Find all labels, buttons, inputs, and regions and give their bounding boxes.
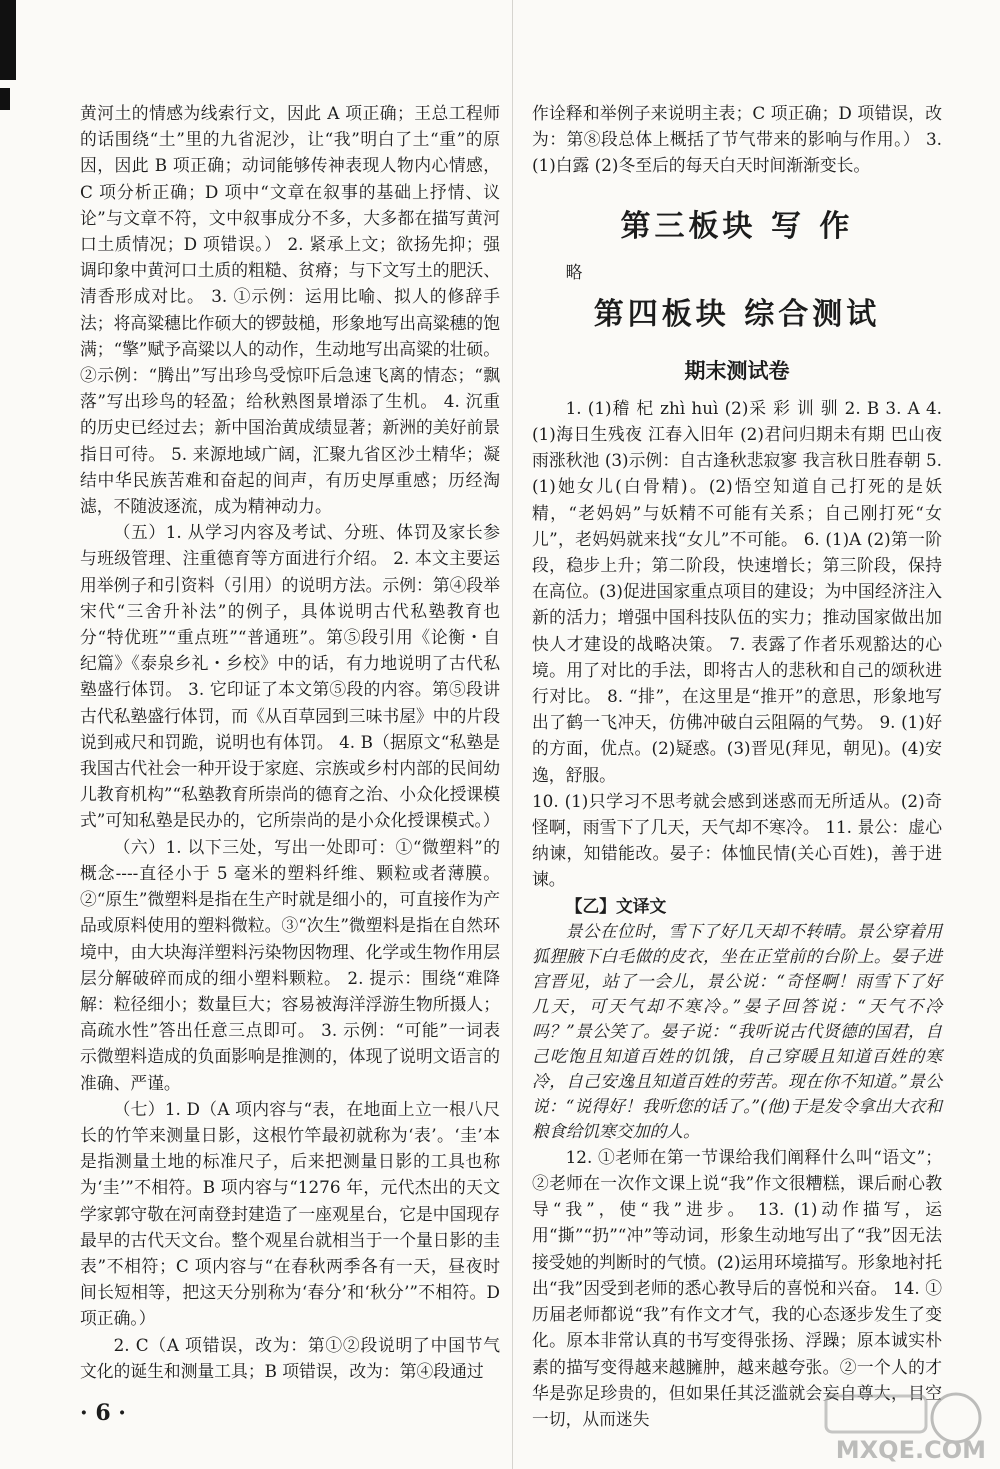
paragraph: （五）1. 从学习内容及考试、分班、体罚及家长参与班级管理、注重德育等方面进行介绍。 2. 本文主要运用举例子和引资料（引用）的说明方法。示例：第④段举宋代“三舍升补法”的例子，具体说明古代私塾教育也分“特优班”“重点班”“普通班”。第⑤段引用《论衡・自纪篇》《泰泉乡礼・乡校》中的话，有力地说明了古代私塾盛行体罚。 3. 它印证了本文第⑤段的内容。第⑤段讲古代私塾盛行体罚，而《从百草园到三味书屋》中的片段说到戒尺和罚跪，说明也有体罚。 4. B（据原文“私塾是我国古代社会一种开设于家庭、宗族或乡村内部的民间幼儿教育机构”“私塾教育所崇尚的德育之治、小众化授课模式”可知私塾是民办的，它所崇尚的是小众化授课模式。） [80, 522, 500, 831]
paragraph: 10. (1)只学习不思考就会感到迷惑而无所适从。(2)奇怪啊，雨雪下了几天，天气却不寒冷。 11. 景公：虚心纳谏，知错能改。晏子：体恤民情(关心百姓)，善于进谏。 [532, 790, 942, 890]
page-number: · 6 · [80, 1400, 126, 1426]
paragraph: 作诠释和举例子来说明主表；C 项正确；D 项错误，改为：第⑧段总体上概括了节气带来的影响与作用。） 3. (1)白露 (2)冬至后的每天白天时间渐渐变长。 [532, 103, 942, 176]
paragraph: 1. (1)稽 杞 zhì huì (2)采 彩 训 驯 2. B 3. A 4. (1)海日生残夜 江春入旧年 (2)君问归期未有期 巴山夜雨涨秋池 (3)示例：自古逢秋悲寂寥 我言秋日胜春朝 5. (1)她女儿(白骨精)。(2)悟空知道自己打死的是妖精，“老妈妈”与妖精不可能有关系；自己刚打死“女儿”，老妈妈就来找“女儿”不可能。 6. (1)A (2)第一阶段，稳步上升；第二阶段，快速增长；第三阶段，保持在高位。(3)促进国家重点项目的建设；为中国经济注入新的活力；增强中国科技队伍的实力；推动国家做出加快人才建设的战略决策。 7. 表露了作者乐观豁达的心境。用了对比的手法，即将古人的悲秋和自己的颂秋进行对比。 8. “排”，在这里是“推开”的意思，形象地写出了鹤一飞冲天，仿佛冲破白云阻隔的气势。 9. (1)好的方面，优点。(2)疑惑。(3)晋见(拜见，朝见)。(4)安逸，舒服。 [532, 397, 942, 785]
right-column [532, 100, 942, 1432]
paragraph: 12. ①老师在第一节课给我们阐释什么叫“语文”；②老师在一次作文课上说“我”作文很糟糕，课后耐心教导“我”，使“我”进步。 13. (1)动作描写，运用“撕”“扔”“冲”等动词，形象生动地写出了“我”因无法接受她的判断时的气愤。(2)运用环境描写。形象地衬托出“我”因受到老师的悉心教导后的喜悦和兴奋。 14. ①历届老师都说“我”有作文才气，我的心态逐步发生了变化。原本非常认真的书写变得张扬、浮躁；原本诚实朴素的描写变得越来越臃肿，越来越夸张。②一个人的才华是弥足珍贵的，但如果任其泛滥就会妄自尊大，目空一切，从而迷失 [532, 1146, 942, 1429]
section-body: 略 [565, 261, 583, 282]
paragraph: （六）1. 以下三处，写出一处即可：①“微塑料”的概念----直径小于 5 毫米的塑料纤维、颗粒或者薄膜。②“原生”微塑料是指在生产时就是细小的，可直接作为产品或原料使用的塑料微粒。③“次生”微塑料是指在自然环境中，由大块海洋塑料污染物因物理、化学或生物作用层层分解破碎而成的细小塑料颗粒。 2. 提示：围绕“难降解：粒径细小；数量巨大；容易被海洋浮游生物所摄人；高疏水性”答出任意三点即可。 3. 示例：“可能”一词表示微塑料造成的负面影响是推测的，体现了说明文语言的准确、严谨。 [80, 836, 500, 1093]
translation-tag: 【乙】文译文 [565, 895, 667, 916]
column-divider [512, 0, 513, 1469]
exam-title: 期末测试卷 [684, 358, 790, 383]
watermark-logo [806, 1388, 986, 1464]
paragraph: （七）1. D（A 项内容与“表，在地面上立一根八尺长的竹竿来测量日影，这根竹竿最初就称为‘表’。‘圭’本是指测量土地的标准尺子，后来把测量日影的工具也称为‘圭’”不相符。B 项内容与“1276 年，元代杰出的天文学家郭守敬在河南登封建造了一座观星台，它是中国现存最早的古代天文台。整个观星台就相当于一个量日影的圭表”不相符；C 项内容与“在春秋两季各有一天，昼夜时间长短相等，把这天分别称为‘春分’和‘秋分’”不相符。D 项正确。） [80, 1098, 500, 1329]
paragraph: 黄河土的情感为线索行文，因此 A 项正确；王总工程师的话围绕“土”里的九省泥沙，让“我”明白了土“重”的原因，因此 B 项正确；动词能够传神表现人物内心情感，C 项分析正确；D 项中“文章在叙事的基础上抒情、议论”与文章不符，文中叙事成分不多，大多都在描写黄河口土质情况；D 项错误。） 2. 紧承上文；欲扬先抑；强调印象中黄河口土质的粗糙、贫瘠；与下文写土的肥沃、清香形成对比。 3. ①示例：运用比喻、拟人的修辞手法；将高粱穗比作硕大的锣鼓槌，形象地写出高粱穗的饱满；“擎”赋予高粱以人的动作，生动地写出高粱的壮硕。 ②示例：“腾出”写出珍鸟受惊吓后急速飞离的情态；“飘落”写出珍鸟的轻盈；给秋熟图景增添了生机。 4. 沉重的历史已经过去；新中国治黄成绩显著；新洲的美好前景指日可待。 5. 来源地域广阔，汇聚九省区沙土精华；凝结中华民族苦难和奋起的间声，有历史厚重感；历经淘滤，不随波逐流，成为精神动力。 [80, 103, 500, 517]
translation-text: 景公在位时，雪下了好几天却不转晴。景公穿着用狐狸腋下白毛做的皮衣，坐在正堂前的台阶上。晏子进宫晋见，站了一会儿，景公说：“奇怪啊！雨雪下了好几天，可天气却不寒冷。”晏子回答说：“天气不冷吗？”景公笑了。晏子说：“我听说古代贤德的国君，自己吃饱且知道百姓的饥饿，自己穿暖且知道百姓的寒冷，自己安逸且知道百姓的劳苦。现在你不知道。”景公说：“说得好！我听您的话了。”(他)于是发令拿出大衣和粮食给饥寒交加的人。 [532, 920, 942, 1141]
left-column [80, 100, 500, 1384]
binding-edge-mark [0, 0, 16, 80]
binding-edge-mark-small [0, 88, 10, 110]
section-title-test: 第四板块 综合测试 [593, 296, 881, 332]
translation-heading [532, 893, 942, 919]
paragraph: 2. C（A 项错误，改为：第①②段说明了中国节气文化的诞生和测量工具；B 项错误，改为：第④段通过 [80, 1334, 500, 1381]
section-title-writing: 第三板块 写 作 [620, 208, 854, 244]
watermark-text: MXQE.COM [835, 1436, 986, 1464]
